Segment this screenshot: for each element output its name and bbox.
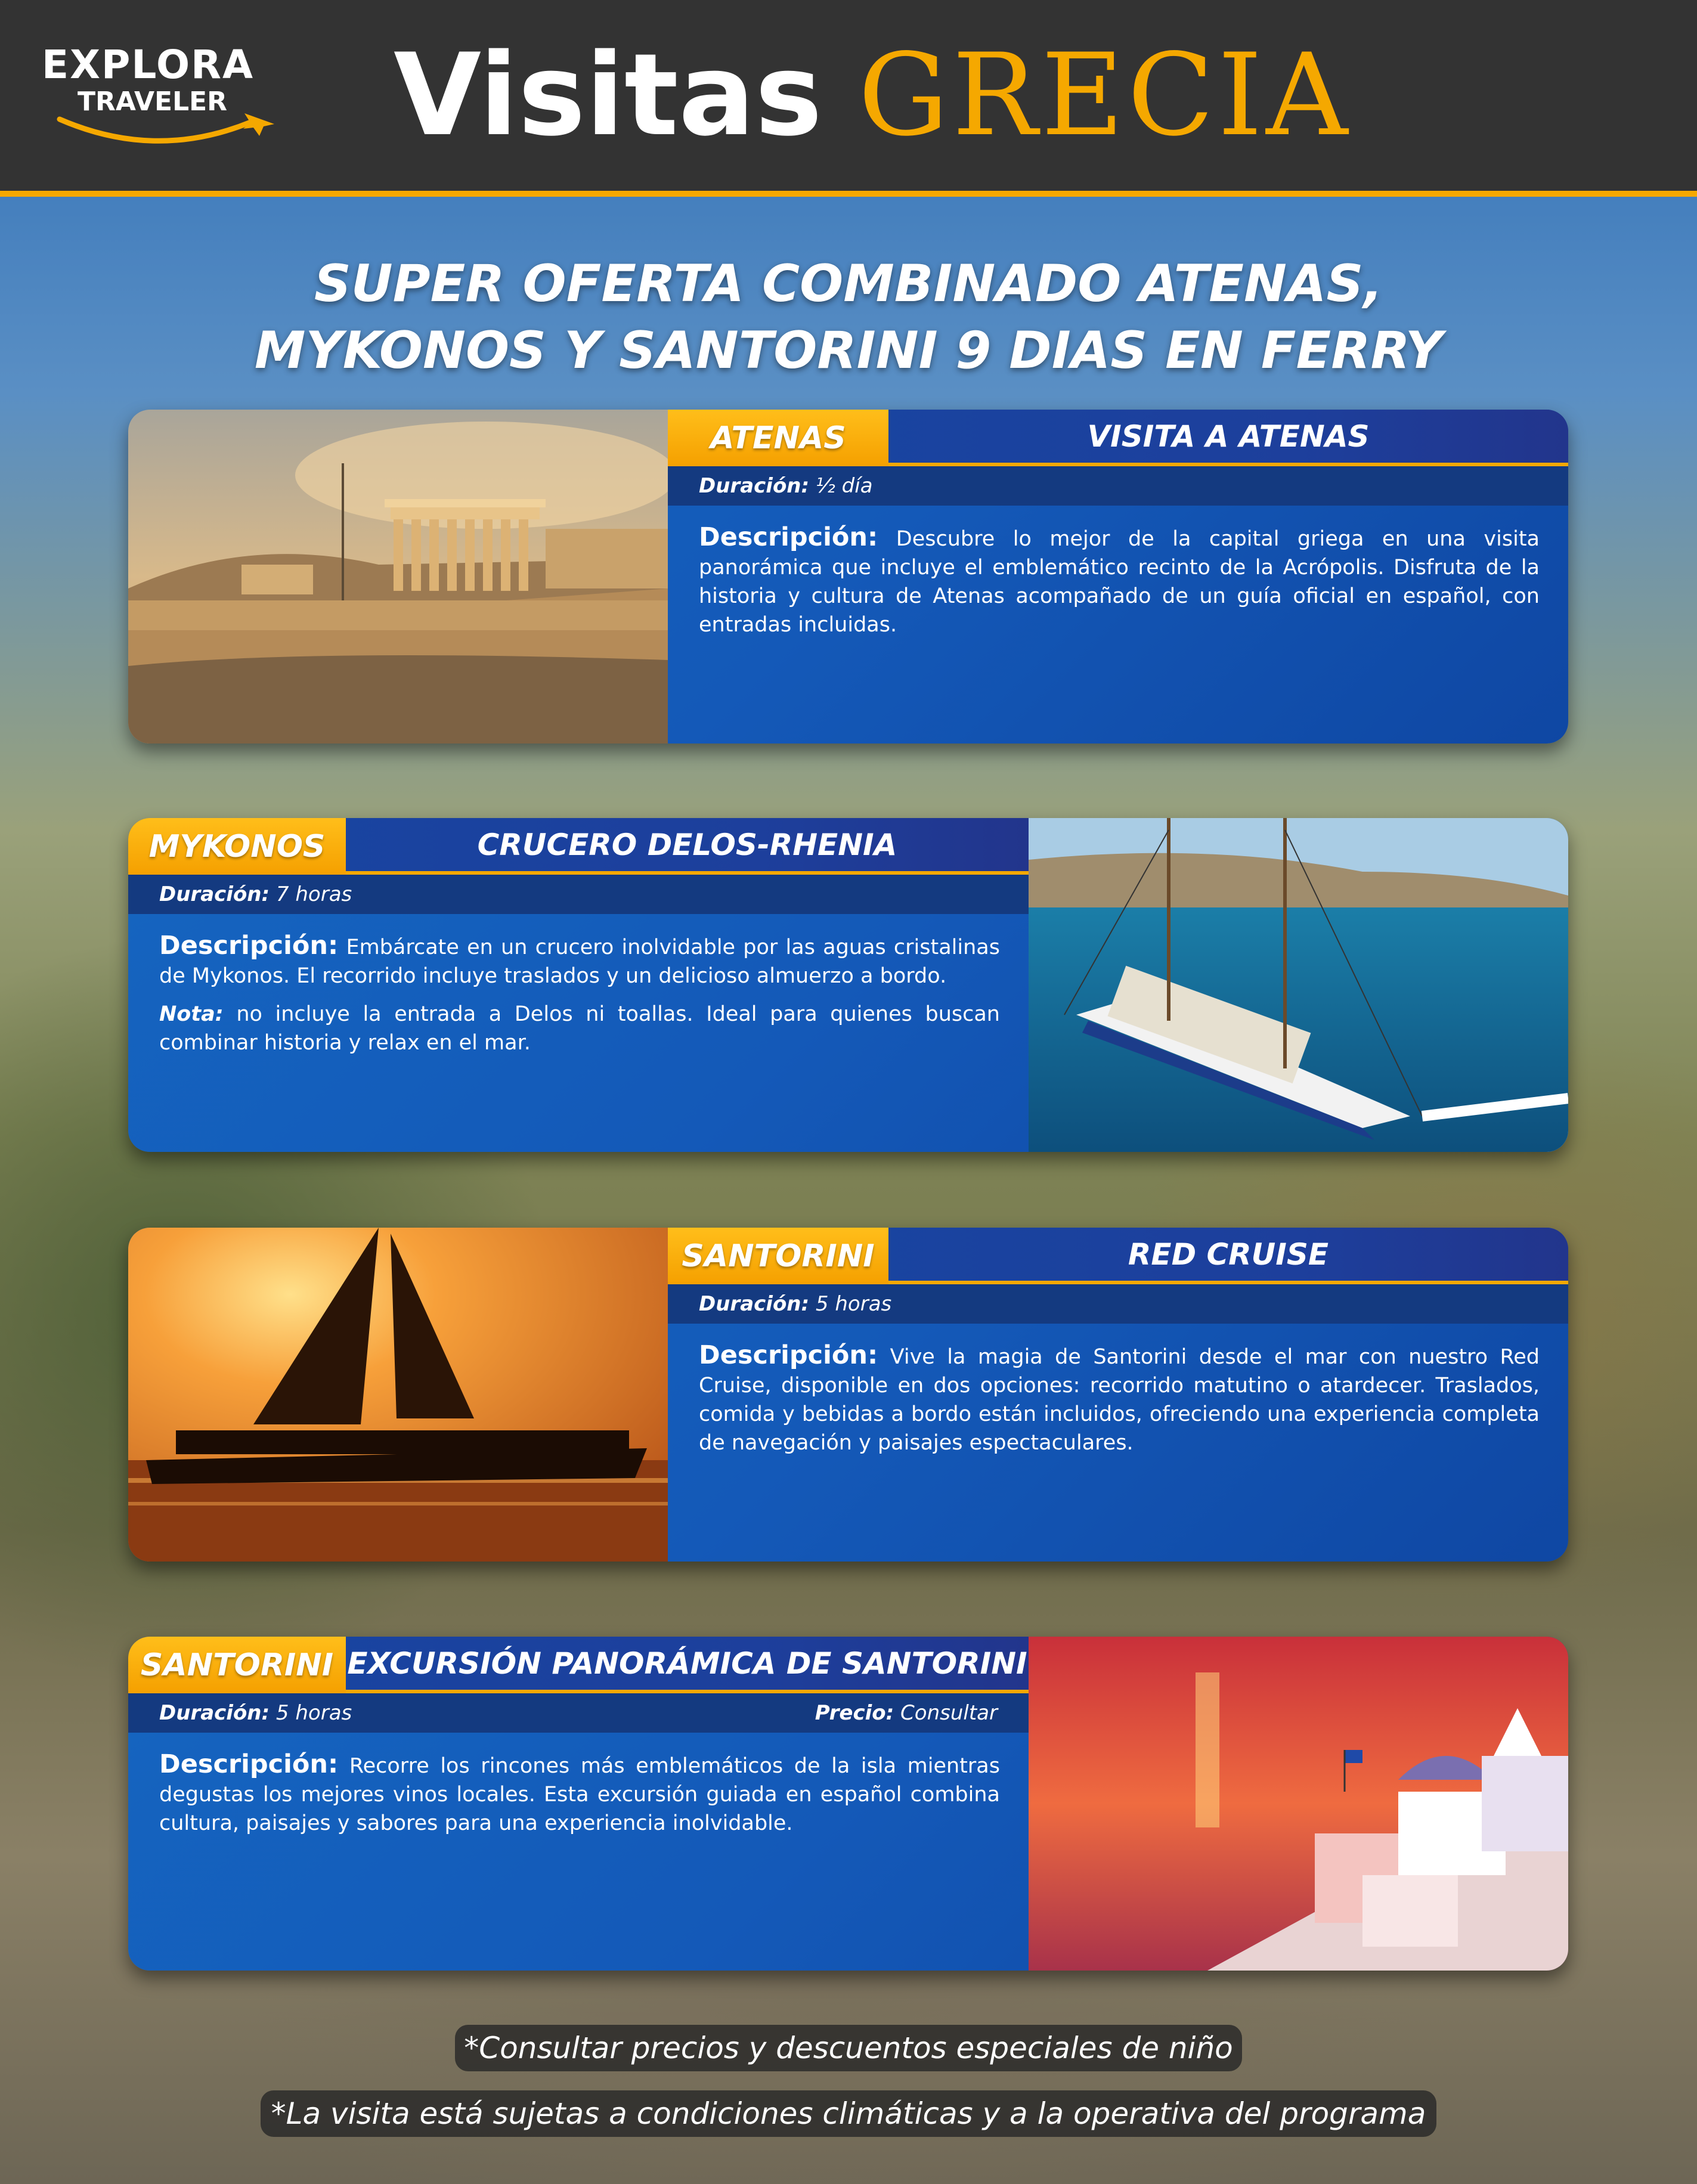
location-tab: MYKONOS <box>128 818 346 875</box>
tour-name: VISITA A ATENAS <box>1087 419 1370 454</box>
card-title-row <box>668 1228 1568 1284</box>
duration-value: 7 horas <box>275 882 352 906</box>
description-label: Descripción: <box>699 1340 878 1370</box>
logo-subtitle: TRAVELER <box>78 86 228 117</box>
tour-name: CRUCERO DELOS-RHENIA <box>477 827 897 862</box>
catamaran-sunset-photo <box>128 1228 668 1562</box>
header <box>0 0 1697 197</box>
oia-sunset-photo <box>1029 1637 1568 1971</box>
duration-label: Duración: <box>159 1701 270 1725</box>
price-value: Consultar <box>900 1701 998 1725</box>
airplane-swoosh-icon <box>54 107 280 149</box>
description-text: Embárcate en un crucero inolvidable por las aguas cristalinas de Mykonos. El recorrido incluye traslados y un delicioso almuerzo a bordo. <box>159 935 1000 988</box>
duration-value: 5 horas <box>275 1701 352 1725</box>
card-title-row <box>128 818 1029 875</box>
tour-description <box>699 1341 1540 1457</box>
duration-label: Duración: <box>699 1292 810 1316</box>
price-label: Precio: <box>815 1701 894 1725</box>
duration-row <box>128 1693 1029 1733</box>
sailing-ship-photo <box>1029 818 1568 1152</box>
location-tab: SANTORINI <box>668 1228 888 1284</box>
tour-name: EXCURSIÓN PANORÁMICA DE SANTORINI <box>347 1646 1027 1681</box>
note-text: no incluye la entrada a Delos ni toallas. Ideal para quienes buscan combinar historia y relax en el mar. <box>159 1002 1000 1055</box>
description-text: Vive la magia de Santorini desde el mar con nuestro Red Cruise, disponible en dos opciones: recorrido matutino o atardecer. Traslados, comida y bebidas a bordo están incluidos, ofreciendo una experiencia completa de navegación y paisajes espectaculares. <box>699 1345 1540 1455</box>
tour-note <box>159 1000 1000 1057</box>
brand-logo <box>42 42 280 149</box>
tour-description <box>159 931 1000 1057</box>
footnote-weather-conditions: *La visita está sujetas a condiciones climáticas y a la operativa del programa <box>261 2090 1436 2137</box>
duration-row <box>668 466 1568 506</box>
description-label: Descripción: <box>699 522 878 552</box>
location-tab: SANTORINI <box>128 1637 346 1693</box>
card-title-row <box>128 1637 1029 1693</box>
description-label: Descripción: <box>159 1749 339 1779</box>
title-main: Visitas <box>394 29 823 161</box>
duration-label: Duración: <box>699 474 810 498</box>
tour-description <box>159 1750 1000 1838</box>
duration-label: Duración: <box>159 882 270 906</box>
tour-card-mykonos <box>128 818 1568 1152</box>
title-accent: GRECIA <box>858 29 1352 161</box>
acropolis-photo <box>128 410 668 744</box>
duration-value: ½ día <box>815 474 873 498</box>
description-text: Descubre lo mejor de la capital griega en una visita panorámica que incluye el emblemático recinto de la Acrópolis. Disfruta de la historia y cultura de Atenas acompañado de un guía oficial en español, con entradas incluidas. <box>699 527 1540 637</box>
headline-line-1: SUPER OFERTA COMBINADO ATENAS, <box>314 254 1383 314</box>
note-label: Nota: <box>159 1002 224 1026</box>
logo-wordmark: EXPLORA <box>42 42 255 88</box>
tour-name: RED CRUISE <box>1128 1237 1329 1272</box>
duration-row <box>128 875 1029 914</box>
tour-description <box>699 523 1540 639</box>
duration-row <box>668 1284 1568 1324</box>
tour-card-atenas <box>128 410 1568 744</box>
card-title-row <box>668 410 1568 466</box>
description-label: Descripción: <box>159 931 339 961</box>
description-text: Recorre los rincones más emblemáticos de la isla mientras degustas los mejores vinos locales. Esta excursión guiada en español combina cultura, paisajes y sabores para una experiencia inolvidable. <box>159 1754 1000 1835</box>
duration-value: 5 horas <box>815 1292 892 1316</box>
tour-card-red-cruise <box>128 1228 1568 1562</box>
headline-line-2: MYKONOS Y SANTORINI 9 DIAS EN FERRY <box>254 321 1443 380</box>
page-title <box>394 30 1351 161</box>
offer-headline <box>0 250 1697 384</box>
footnote-children-prices: *Consultar precios y descuentos especiales de niño <box>455 2025 1242 2071</box>
tour-card-panoramica <box>128 1637 1568 1971</box>
location-tab: ATENAS <box>668 410 888 466</box>
